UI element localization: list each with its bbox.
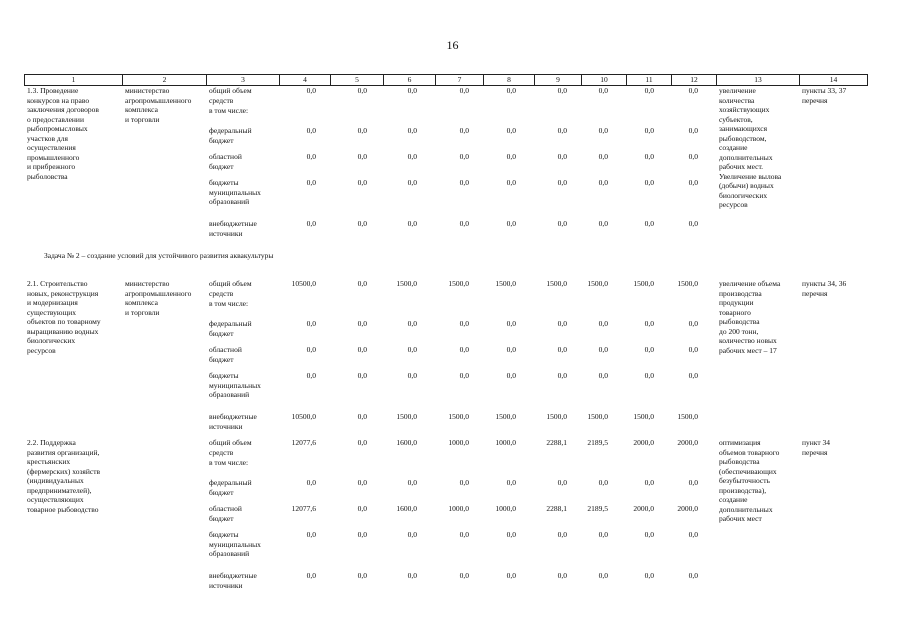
expected-result: увеличение объема (719, 279, 781, 288)
funding-value: 0,0 (306, 126, 316, 135)
funding-value: 1500,0 (587, 412, 608, 421)
funding-value: 0,0 (357, 571, 367, 580)
funding-value: 0,0 (407, 478, 417, 487)
reference-items: перечня (802, 447, 828, 457)
funding-source: в том числе: (209, 458, 249, 467)
measure-name: осуществляющих (27, 495, 84, 504)
funding-value: 0,0 (644, 319, 654, 328)
funding-value: 1500,0 (677, 279, 698, 288)
funding-source: бюджет (209, 328, 234, 338)
header-col-10: 10 (582, 75, 627, 85)
funding-source: бюджет (209, 487, 234, 497)
measure-name: осуществления (27, 143, 76, 152)
funding-value: 0,0 (688, 152, 698, 161)
funding-value: 0,0 (598, 345, 608, 354)
funding-source: источники (209, 421, 243, 431)
funding-value: 0,0 (306, 478, 316, 487)
funding-value: 0,0 (506, 319, 516, 328)
funding-value: 0,0 (506, 478, 516, 487)
reference-items: перечня (802, 288, 828, 298)
measure-name: участков для (27, 133, 68, 143)
funding-value: 2000,0 (677, 504, 698, 513)
funding-value: 0,0 (557, 530, 567, 539)
measure-name: 2.2. Поддержка (27, 438, 76, 447)
funding-value: 1000,0 (448, 438, 469, 447)
funding-value: 0,0 (557, 152, 567, 161)
expected-result: объемов товарного (719, 447, 780, 457)
funding-value: 0,0 (557, 571, 567, 580)
expected-result: оптимизация (719, 438, 761, 447)
funding-value: 0,0 (407, 86, 417, 95)
funding-value: 0,0 (459, 219, 469, 228)
funding-value: 0,0 (407, 319, 417, 328)
funding-source: бюджет (209, 354, 234, 364)
funding-value: 0,0 (459, 319, 469, 328)
responsible-executor: комплекса (125, 298, 158, 307)
header-col-7: 7 (436, 75, 484, 85)
funding-value: 1000,0 (495, 438, 516, 447)
funding-value: 0,0 (557, 478, 567, 487)
funding-value: 0,0 (506, 152, 516, 161)
funding-source: образований (209, 390, 250, 399)
funding-value: 0,0 (407, 371, 417, 380)
funding-source: средств (209, 288, 234, 298)
expected-result: производства), (719, 485, 767, 495)
funding-value: 0,0 (557, 345, 567, 354)
measure-name: заключения договоров (27, 105, 99, 114)
funding-value: 0,0 (557, 178, 567, 187)
measure-name: предпринимателей), (27, 485, 92, 495)
measure-name: новых, реконструкция (27, 288, 99, 298)
expected-result: Увеличение вылова (719, 171, 782, 181)
funding-value: 0,0 (644, 219, 654, 228)
funding-source: бюджеты (209, 371, 239, 380)
funding-value: 1500,0 (633, 412, 654, 421)
header-col-11: 11 (627, 75, 672, 85)
measure-name: существующих (27, 307, 77, 317)
reference-items: пункты 33, 37 (802, 86, 847, 95)
funding-value: 0,0 (557, 371, 567, 380)
funding-value: 2288,1 (546, 438, 567, 447)
funding-value: 0,0 (644, 371, 654, 380)
funding-source: бюджет (209, 161, 234, 171)
funding-source: федеральный (209, 319, 252, 328)
funding-value: 0,0 (644, 126, 654, 135)
funding-value: 0,0 (306, 345, 316, 354)
funding-value: 2288,1 (546, 504, 567, 513)
measure-name: выращиванию водных (27, 326, 99, 336)
funding-value: 2189,5 (587, 438, 608, 447)
responsible-executor: агропромышленного (125, 95, 192, 105)
header-col-14: 14 (800, 75, 868, 85)
funding-source: бюджеты (209, 178, 239, 187)
funding-value: 1500,0 (448, 412, 469, 421)
expected-result: товарного (719, 307, 751, 317)
funding-value: 1500,0 (546, 279, 567, 288)
funding-source: муниципальных (209, 380, 261, 390)
funding-value: 0,0 (306, 219, 316, 228)
funding-value: 0,0 (357, 530, 367, 539)
funding-value: 0,0 (459, 571, 469, 580)
expected-result: рыбоводством, (719, 133, 767, 143)
measure-name: промышленного (27, 152, 80, 162)
expected-result: хозяйствующих (719, 105, 770, 114)
responsible-executor: комплекса (125, 105, 158, 114)
page-number: 16 (446, 38, 459, 52)
funding-source: областной (209, 345, 242, 354)
responsible-executor: министерство (125, 86, 170, 95)
header-col-9: 9 (535, 75, 582, 85)
funding-value: 0,0 (506, 345, 516, 354)
expected-result: рабочих мест. (719, 162, 764, 171)
measure-name: биологических (27, 336, 76, 345)
measure-name: рыболовства (27, 171, 68, 181)
funding-value: 0,0 (598, 478, 608, 487)
funding-value: 0,0 (644, 530, 654, 539)
measure-name: 2.1. Строительство (27, 279, 88, 288)
expected-result: рабочих мест (719, 514, 762, 523)
expected-result: создание (719, 495, 748, 504)
funding-value: 0,0 (598, 571, 608, 580)
funding-value: 0,0 (644, 152, 654, 161)
funding-source: источники (209, 580, 243, 590)
funding-value: 0,0 (407, 530, 417, 539)
funding-value: 0,0 (357, 152, 367, 161)
funding-value: 1500,0 (396, 412, 417, 421)
funding-value: 0,0 (459, 126, 469, 135)
expected-result: производства (719, 288, 762, 298)
measure-name: и модернизация (27, 298, 78, 307)
funding-source: образований (209, 549, 250, 558)
header-col-5: 5 (331, 75, 384, 85)
header-col-6: 6 (384, 75, 436, 85)
expected-result: занимающихся (719, 124, 768, 133)
funding-source: в том числе: (209, 106, 249, 115)
funding-value: 0,0 (306, 571, 316, 580)
funding-value: 0,0 (506, 178, 516, 187)
funding-value: 0,0 (644, 571, 654, 580)
expected-result: продукции (719, 298, 754, 307)
funding-value: 0,0 (644, 478, 654, 487)
funding-value: 0,0 (306, 86, 316, 95)
expected-result: рыбоводства (719, 317, 760, 326)
funding-value: 0,0 (598, 178, 608, 187)
expected-result: рыбоводства (719, 457, 760, 466)
funding-value: 10500,0 (291, 279, 316, 288)
funding-value: 0,0 (459, 86, 469, 95)
funding-source: внебюджетные (209, 571, 257, 580)
funding-value: 0,0 (688, 126, 698, 135)
funding-value: 1500,0 (633, 279, 654, 288)
funding-value: 12077,6 (291, 438, 316, 447)
measure-name: 1.3. Проведение (27, 86, 79, 95)
responsible-executor: и торговли (125, 307, 160, 317)
funding-value: 0,0 (357, 126, 367, 135)
funding-value: 0,0 (357, 345, 367, 354)
funding-value: 0,0 (357, 86, 367, 95)
funding-value: 0,0 (598, 530, 608, 539)
measure-name: товарное рыбоводство (27, 504, 99, 514)
funding-value: 1600,0 (396, 504, 417, 513)
funding-value: 0,0 (357, 219, 367, 228)
header-col-12: 12 (672, 75, 717, 85)
funding-value: 0,0 (407, 126, 417, 135)
funding-value: 0,0 (644, 178, 654, 187)
funding-value: 1000,0 (495, 504, 516, 513)
funding-value: 0,0 (688, 345, 698, 354)
funding-value: 0,0 (357, 178, 367, 187)
expected-result: ресурсов (719, 200, 748, 209)
funding-value: 0,0 (688, 571, 698, 580)
expected-result: до 200 тонн, (719, 326, 759, 336)
funding-value: 0,0 (407, 219, 417, 228)
funding-source: областной (209, 152, 242, 161)
header-col-13: 13 (717, 75, 800, 85)
expected-result: количество новых (719, 336, 777, 345)
funding-value: 0,0 (598, 371, 608, 380)
expected-result: количества (719, 95, 755, 105)
reference-items: пункт 34 (802, 438, 830, 447)
measure-name: объектов по товарному (27, 317, 101, 326)
funding-value: 1600,0 (396, 438, 417, 447)
measure-name: ресурсов (27, 345, 56, 355)
funding-value: 0,0 (306, 371, 316, 380)
measure-name: и прибрежного (27, 162, 76, 171)
responsible-executor: и торговли (125, 114, 160, 124)
funding-value: 1500,0 (396, 279, 417, 288)
funding-value: 0,0 (407, 571, 417, 580)
funding-source: источники (209, 228, 243, 238)
expected-result: биологических (719, 190, 768, 200)
funding-source: муниципальных (209, 187, 261, 197)
expected-result: создание (719, 143, 748, 152)
measure-name: крестьянских (27, 457, 71, 466)
funding-value: 0,0 (459, 478, 469, 487)
expected-result: дополнительных (719, 504, 773, 514)
funding-value: 0,0 (506, 86, 516, 95)
funding-value: 0,0 (688, 178, 698, 187)
responsible-executor: министерство (125, 279, 170, 288)
funding-value: 1500,0 (448, 279, 469, 288)
responsible-executor: агропромышленного (125, 288, 192, 298)
funding-value: 0,0 (459, 371, 469, 380)
funding-value: 0,0 (357, 279, 367, 288)
funding-value: 0,0 (506, 571, 516, 580)
table-header (24, 74, 868, 86)
header-col-1: 1 (25, 75, 123, 85)
funding-source: в том числе: (209, 299, 249, 308)
funding-value: 0,0 (598, 319, 608, 328)
funding-source: средств (209, 447, 234, 457)
measure-name: о предоставлении (27, 114, 84, 124)
measure-name: (фермерских) хозяйств (27, 466, 101, 476)
measure-name: развития организаций, (27, 447, 100, 457)
funding-value: 0,0 (688, 86, 698, 95)
funding-value: 0,0 (306, 152, 316, 161)
funding-value: 0,0 (407, 178, 417, 187)
funding-value: 0,0 (598, 152, 608, 161)
funding-value: 2189,5 (587, 504, 608, 513)
funding-value: 0,0 (644, 86, 654, 95)
funding-value: 0,0 (506, 530, 516, 539)
funding-source: областной (209, 504, 242, 513)
expected-result: (добычи) водных (719, 181, 774, 190)
measure-name: (индивидуальных (27, 476, 84, 485)
funding-value: 0,0 (598, 86, 608, 95)
funding-value: 0,0 (688, 371, 698, 380)
funding-value: 1500,0 (587, 279, 608, 288)
funding-value: 0,0 (407, 345, 417, 354)
funding-value: 0,0 (688, 478, 698, 487)
funding-value: 0,0 (688, 219, 698, 228)
expected-result: увеличение (719, 86, 756, 95)
funding-value: 2000,0 (633, 504, 654, 513)
funding-source: общий объем (209, 438, 252, 447)
header-col-3: 3 (207, 75, 280, 85)
header-col-4: 4 (280, 75, 331, 85)
funding-value: 0,0 (688, 319, 698, 328)
funding-value: 0,0 (557, 219, 567, 228)
funding-value: 0,0 (459, 345, 469, 354)
funding-source: образований (209, 197, 250, 206)
funding-value: 0,0 (506, 219, 516, 228)
funding-value: 1500,0 (495, 412, 516, 421)
funding-value: 0,0 (407, 152, 417, 161)
funding-source: бюджеты (209, 530, 239, 539)
funding-value: 0,0 (357, 504, 367, 513)
funding-value: 0,0 (688, 530, 698, 539)
expected-result: рабочих мест – 17 (719, 345, 777, 355)
funding-source: общий объем (209, 86, 252, 95)
funding-value: 0,0 (506, 371, 516, 380)
funding-value: 0,0 (459, 530, 469, 539)
funding-source: общий объем (209, 279, 252, 288)
funding-value: 1000,0 (448, 504, 469, 513)
task-heading: Задача № 2 – создание условий для устойчивого развития аквакультуры (44, 251, 274, 260)
funding-value: 0,0 (357, 412, 367, 421)
funding-value: 10500,0 (291, 412, 316, 421)
funding-source: средств (209, 95, 234, 105)
funding-value: 0,0 (459, 178, 469, 187)
funding-value: 0,0 (459, 152, 469, 161)
reference-items: перечня (802, 95, 828, 105)
funding-value: 0,0 (598, 126, 608, 135)
funding-source: федеральный (209, 478, 252, 487)
funding-value: 1500,0 (546, 412, 567, 421)
funding-source: внебюджетные (209, 412, 257, 421)
reference-items: пункты 34, 36 (802, 279, 847, 288)
funding-value: 0,0 (557, 86, 567, 95)
funding-value: 0,0 (506, 126, 516, 135)
funding-value: 0,0 (357, 371, 367, 380)
measure-name: конкурсов на право (27, 95, 90, 105)
funding-value: 0,0 (306, 530, 316, 539)
funding-value: 0,0 (557, 126, 567, 135)
funding-value: 2000,0 (677, 438, 698, 447)
funding-value: 0,0 (598, 219, 608, 228)
expected-result: субъектов, (719, 114, 753, 124)
funding-value: 0,0 (357, 319, 367, 328)
funding-value: 0,0 (357, 438, 367, 447)
funding-value: 0,0 (357, 478, 367, 487)
funding-source: бюджет (209, 513, 234, 523)
funding-value: 0,0 (644, 345, 654, 354)
header-col-8: 8 (484, 75, 535, 85)
funding-value: 12077,6 (291, 504, 316, 513)
funding-value: 1500,0 (677, 412, 698, 421)
funding-source: федеральный (209, 126, 252, 135)
funding-value: 0,0 (306, 178, 316, 187)
expected-result: дополнительных (719, 152, 773, 162)
expected-result: безубыточность (719, 476, 770, 485)
funding-source: внебюджетные (209, 219, 257, 228)
funding-value: 1500,0 (495, 279, 516, 288)
header-col-2: 2 (123, 75, 207, 85)
funding-value: 0,0 (557, 319, 567, 328)
expected-result: (обеспечивающих (719, 466, 777, 476)
funding-value: 0,0 (306, 319, 316, 328)
funding-source: бюджет (209, 135, 234, 145)
measure-name: рыбопромысловых (27, 124, 88, 133)
funding-source: муниципальных (209, 539, 261, 549)
funding-value: 2000,0 (633, 438, 654, 447)
